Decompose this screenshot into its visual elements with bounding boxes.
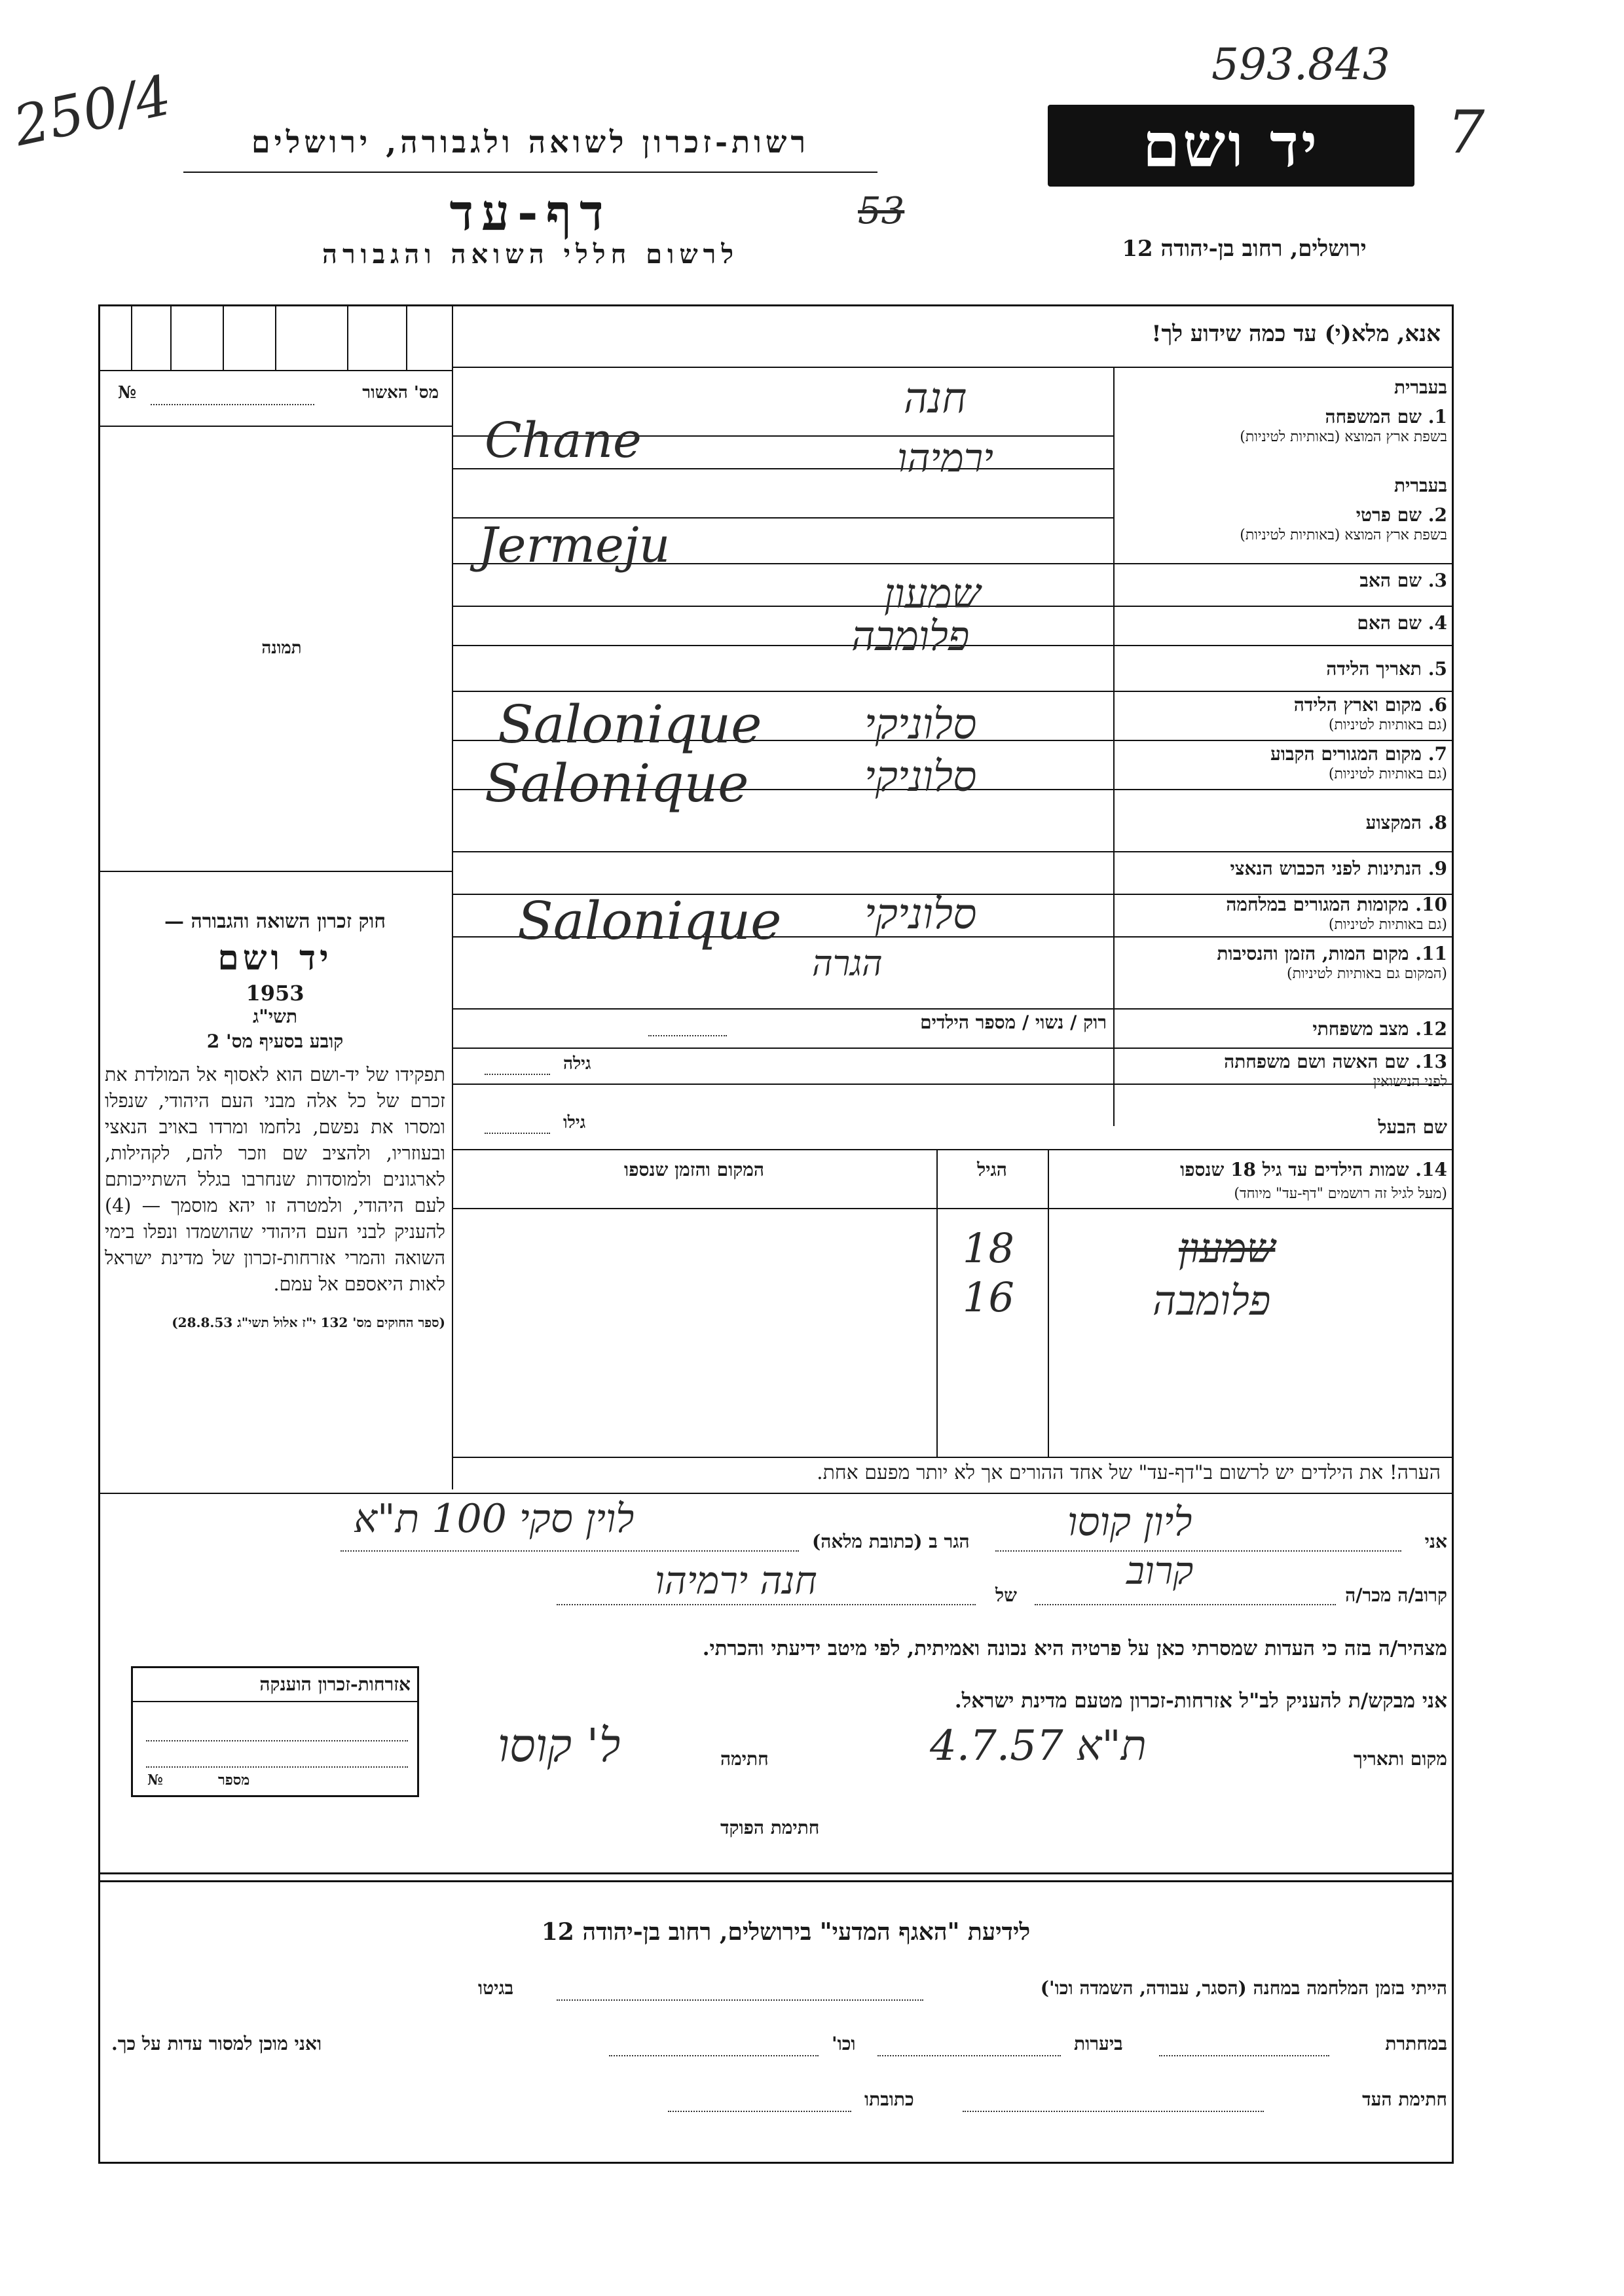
- officer-signature-label: חתימת הפוקד: [720, 1817, 820, 1838]
- husband-age-row: גילו: [458, 1113, 1107, 1139]
- child-age-1: 18: [963, 1224, 1014, 1272]
- yad-vashem-logo: יד ושם: [1048, 105, 1414, 187]
- witness-relation: קרוב: [1126, 1548, 1194, 1593]
- residence-latin: Salonique: [485, 753, 749, 814]
- declaration-line-1: אני הגר ב (כתובת מלאה): [341, 1519, 1447, 1558]
- field-list: בעברית 1. שם המשפחה בשפת ארץ המוצא (באותיות לטיניות) בעברית 2. שם פרטי בשפת ארץ המוצא (באותיות לטיניות) 3. שם האב 4. שם האם 5. תאריך הלידה 6. מקום וארץ הלידה (גם באותיות לטיניות) 7. מקום המגורים הקבוע (גם באותיות לטיניות) 8. המקצוע 9. הנתינות לפני הכבוש הנאצי 10. מקומות המגורים במלחמה (גם באותיות לטיניות) 11. מקום המות, הזמן והנסיבות (המקום גם באותיות לטיניות) 12. מצב משפחתי 13. שם האשה ושם משפחתה לפני הנישואין שם הבעל: [1217, 376, 1447, 1138]
- field-1: בעברית: [1393, 376, 1447, 398]
- death-note: הגרה: [812, 943, 883, 984]
- family-name-latin: Chane: [485, 412, 642, 469]
- witness-address: לוין סקי 100 ת"א: [354, 1496, 635, 1542]
- birth-place-latin: Salonique: [498, 694, 762, 755]
- citizenship-request: אני מבקש/ת להעניק לב"ל אזרחות-זכרון מטעם מדינת ישראל.: [954, 1689, 1447, 1713]
- place-time-header: המקום והזמן שנספו: [624, 1159, 764, 1180]
- law-block: חוק זכרון השואה והגבורה — יד ושם 1953 תשי"ג קובע בסעיף מס' 2 תפקידו של יד-ושם הוא לאסוף אל המולדת את זכרם של כל אלה מבני העם היהודי, שנפלו ומסרו את נפשם, נלחמו ומרדו באויב הנאצי ובעוזריו, ולהציב שם וזכר להם, לקהילות, לארגונים ולמוסדות שנחרבו בגלל השתייכותם לעם היהודי, ולמטרה זו יהא מוסמך — (4) להעניק לבני העם היהודי שהושמדו ונפלו בימי השואה והמרי אזרחות-זכרון של מדינת ישראל לאות היאספם אל עמם. (ספר החוקים מס' 132 י"ז אלול תשי"ג 28.8.53): [105, 910, 445, 1330]
- bottom-line-2: במחתרת ביערות וכו' ואני מוכן למסור עדות על כך.: [111, 2033, 1447, 2066]
- approval-number: № מס' האשור: [111, 383, 439, 416]
- victim-name-ref: חנה ירמיהו: [655, 1558, 817, 1603]
- residence-hebrew: סלוניקי: [864, 753, 977, 801]
- family-name-hebrew: חנה: [904, 374, 967, 423]
- children-label: 14. שמות הילדים עד גיל 18 שנספו: [1180, 1159, 1447, 1180]
- father-name: שמעון: [884, 570, 981, 617]
- signature-value: ל' קוסו: [498, 1719, 621, 1772]
- mother-name: פלומבה: [851, 612, 970, 660]
- form-subtitle: לרשום חללי השואה והגבורה: [322, 239, 739, 270]
- wife-age-row: גילה: [458, 1054, 1107, 1080]
- record-number: 593.843: [1211, 39, 1390, 90]
- photo-label: תמונה: [261, 638, 302, 658]
- witness-name: ליון קוסו: [1067, 1499, 1192, 1545]
- declaration-line-2: קרוב/ה מכר/ה של: [458, 1571, 1447, 1611]
- bottom-heading: לידיעת "האגף המדעי" בירושלים, רחוב בן-יהודה 12: [541, 1918, 1031, 1946]
- authority-name: רשות-זכרון לשואה ולגבורה, ירושלים: [251, 124, 810, 160]
- child-name-2: פלומבה: [1153, 1277, 1271, 1324]
- bottom-line-1: הייתי בזמן המלחמה במחנה (הסגר, עבודה, השמדה וכו') בגיטו: [111, 1977, 1447, 2010]
- archive-code: 250/4: [8, 62, 177, 159]
- birth-place-hebrew: סלוניקי: [864, 701, 977, 749]
- place-date-value: ת"א 4.7.57: [930, 1722, 1147, 1770]
- address: ירושלים, רחוב בן-יהודה 12: [1122, 236, 1367, 262]
- note: הערה! את הילדים יש לרשום ב"דף-עד" של אחד ההורים אך לא יותר מפעם אחת.: [817, 1461, 1441, 1484]
- first-name-latin: Jermeju: [478, 517, 671, 574]
- form-title: דף-עד: [449, 183, 612, 242]
- child-age-2: 16: [963, 1273, 1014, 1321]
- bottom-line-3: חתימת העד כתובתו: [111, 2088, 1447, 2121]
- children-sub: (מעל לגיל זה רושמים "דף-עד" מיוחד): [1234, 1186, 1447, 1202]
- citizenship-box: אזרחות-זכרון הוענקה № מספר: [131, 1666, 419, 1797]
- code-boxes: [98, 304, 452, 370]
- family-name-hebrew-2: ירמיהו: [897, 435, 994, 481]
- family-status-row: רוק / נשוי / מספר הילדים: [458, 1011, 1107, 1044]
- place-date-signature: מקום ותאריך חתימה: [720, 1748, 1447, 1770]
- wartime-place-latin: Salonique: [517, 890, 782, 951]
- instruction: אנא, מלא(י) עד כמה שידוע לך!: [1151, 321, 1441, 347]
- corner-mark: 7: [1447, 98, 1485, 167]
- wartime-place-hebrew: סלוניקי: [864, 890, 977, 939]
- age-header: הגיל: [977, 1159, 1007, 1180]
- declaration-statement: מצהיר/ה בזה כי העדות שמסרתי כאן על פרטיה היא נכונה ואמיתית, לפי מיטב ידיעתי והכרתי.: [702, 1637, 1447, 1660]
- child-name-1: שמעון: [1179, 1224, 1276, 1272]
- header-scribble: 53: [858, 190, 905, 232]
